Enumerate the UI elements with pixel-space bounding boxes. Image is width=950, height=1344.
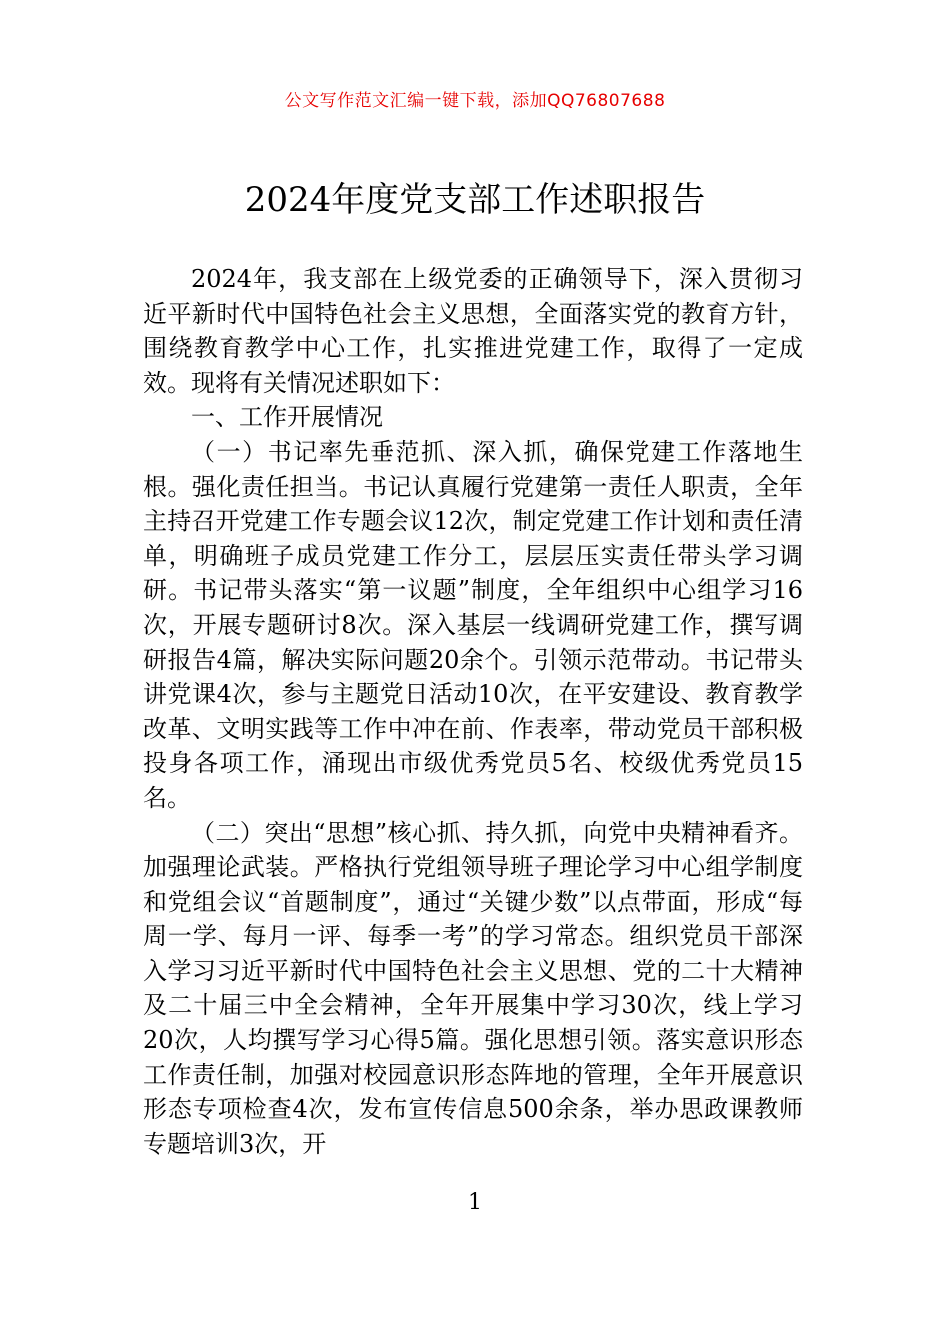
section-heading: 一、工作开展情况 — [191, 403, 383, 432]
body-paragraph: （一）书记率先垂范抓、深入抓，确保党建工作落地生根。强化责任担当。书记认真履行党建第一责任人职责，全年主持召开党建工作专题会议12次，制定党建工作计划和责任清单，明确班子成员党建工作分工，层层压实责任带头学习调研。书记带头落实“第一议题”制度，全年组织中心组学习16次，开展专题研讨8次。深入基层一线调研党建工作，撰写调研报告4篇，解决实际问题20余个。引领示范带动。书记带头讲党课4次，参与主题党日活动10次，在平安建设、教育教学改革、文明实践等工作中冲在前、作表率，带动党员干部积极投身各项工作，涌现出市级优秀党员5名、校级优秀党员15名。 — [143, 437, 803, 812]
page-number: 1 — [468, 1190, 482, 1215]
download-notice: 公文写作范文汇编一键下载，添加QQ76807688 — [284, 91, 666, 111]
document-title: 2024年度党支部工作述职报告 — [244, 180, 706, 220]
intro-paragraph: 2024年，我支部在上级党委的正确领导下，深入贯彻习近平新时代中国特色社会主义思想，全面落实党的教育方针，围绕教育教学中心工作，扎实推进党建工作，取得了一定成效。现将有关情况述职如下： — [143, 265, 803, 397]
body-paragraph: （二）突出“思想”核心抓、持久抓，向党中央精神看齐。加强理论武装。严格执行党组领导班子理论学习中心组学制度和党组会议“首题制度”，通过“关键少数”以点带面，形成“每周一学、每月一评、每季一考”的学习常态。组织党员干部深入学习习近平新时代中国特色社会主义思想、党的二十大精神及二十届三中全会精神，全年开展集中学习30次，线上学习20次，人均撰写学习心得5篇。强化思想引领。落实意识形态工作责任制，加强对校园意识形态阵地的管理，全年开展意识形态专项检查4次，发布宣传信息500余条，举办思政课教师专题培训3次，开 — [143, 818, 803, 1158]
document-body — [143, 262, 803, 1161]
